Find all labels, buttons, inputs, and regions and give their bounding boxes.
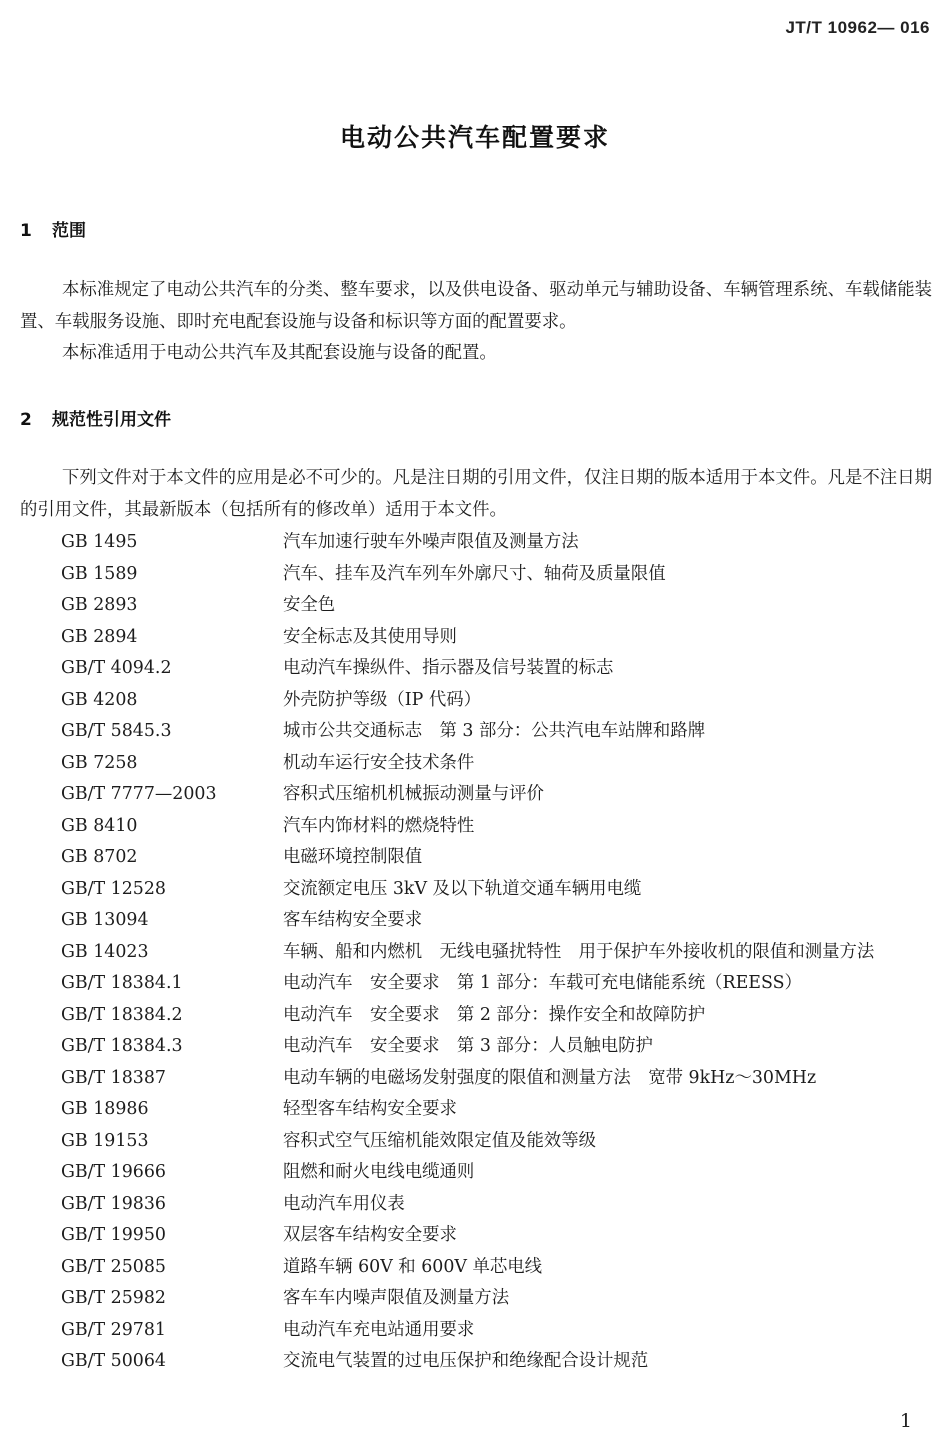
standard-code: JT/T 10962— 016	[785, 18, 930, 37]
reference-row	[0, 590, 950, 622]
reference-title: 交流电气装置的过电压保护和绝缘配合设计规范	[283, 1351, 649, 1371]
section-1-title: 范围	[52, 221, 86, 241]
reference-row	[0, 937, 950, 969]
reference-row	[0, 1346, 950, 1378]
reference-list	[0, 527, 950, 1378]
reference-title: 轻型客车结构安全要求	[283, 1099, 457, 1119]
reference-title: 容积式空气压缩机能效限定值及能效等级	[283, 1130, 597, 1151]
reference-code: GB 14023	[61, 941, 149, 962]
reference-code: GB 13094	[61, 910, 149, 930]
reference-code: GB 8410	[61, 815, 138, 836]
reference-code: GB 4208	[61, 689, 138, 710]
reference-title: 安全标志及其使用导则	[283, 626, 457, 647]
reference-code: GB/T 50064	[61, 1351, 166, 1371]
reference-title: 电动汽车 安全要求 第 3 部分：人员触电防护	[283, 1036, 653, 1056]
reference-title: 车辆、船和内燃机 无线电骚扰特性 用于保护车外接收机的限值和测量方法	[283, 941, 875, 962]
reference-row	[0, 1252, 950, 1284]
reference-title: 道路车辆 60V 和 600V 单芯电线	[283, 1256, 543, 1277]
reference-code: GB/T 7777—2003	[61, 784, 217, 804]
references-intro-paragraph: 下列文件对于本文件的应用是必不可少的。凡是注日期的引用文件，仅注日期的版本适用于本文件。凡是不注日期的引用文件，其最新版本（包括所有的修改单）适用于本文件。	[20, 468, 932, 520]
reference-row	[0, 1063, 950, 1095]
document-title: 电动公共汽车配置要求	[339, 123, 610, 152]
reference-title: 阻燃和耐火电线电缆通则	[283, 1162, 475, 1182]
reference-code: GB/T 18384.1	[61, 973, 183, 993]
reference-code: GB 19153	[61, 1130, 149, 1151]
reference-row	[0, 968, 950, 1000]
reference-code: GB/T 19950	[61, 1225, 166, 1245]
reference-code: GB/T 18387	[61, 1067, 166, 1088]
reference-code: GB/T 18384.2	[61, 1004, 183, 1025]
reference-code: GB 7258	[61, 752, 138, 773]
section-1-number: 1	[20, 221, 32, 241]
reference-code: GB/T 25982	[61, 1288, 166, 1308]
reference-row	[0, 527, 950, 559]
reference-title: 客车结构安全要求	[283, 910, 423, 930]
reference-row	[0, 905, 950, 937]
reference-code: GB 1589	[61, 563, 138, 584]
reference-row	[0, 779, 950, 811]
reference-row	[0, 1031, 950, 1063]
reference-title: 双层客车结构安全要求	[283, 1225, 457, 1245]
scope-paragraph-1: 本标准规定了电动公共汽车的分类、整车要求，以及供电设备、驱动单元与辅助设备、车辆管理系统、车载储能装置、车载服务设施、即时充电配套设施与设备和标识等方面的配置要求。	[20, 280, 932, 332]
reference-code: GB 2894	[61, 626, 138, 647]
reference-title: 汽车加速行驶车外噪声限值及测量方法	[283, 532, 579, 552]
reference-row	[0, 559, 950, 591]
reference-code: GB/T 18384.3	[61, 1036, 183, 1056]
reference-title: 交流额定电压 3kV 及以下轨道交通车辆用电缆	[283, 878, 642, 899]
reference-title: 电动汽车 安全要求 第 2 部分：操作安全和故障防护	[283, 1004, 706, 1025]
reference-code: GB/T 19666	[61, 1162, 166, 1182]
reference-code: GB 8702	[61, 847, 138, 867]
reference-title: 电动汽车充电站通用要求	[283, 1319, 475, 1340]
reference-row	[0, 1094, 950, 1126]
reference-row	[0, 874, 950, 906]
reference-row	[0, 716, 950, 748]
reference-row	[0, 811, 950, 843]
reference-row	[0, 1157, 950, 1189]
reference-code: GB 1495	[61, 532, 138, 552]
reference-row	[0, 842, 950, 874]
reference-code: GB/T 29781	[61, 1319, 166, 1340]
reference-code: GB/T 25085	[61, 1256, 166, 1277]
reference-row	[0, 653, 950, 685]
reference-title: 机动车运行安全技术条件	[283, 752, 475, 773]
reference-code: GB/T 5845.3	[61, 721, 172, 741]
reference-row	[0, 622, 950, 654]
page-number: 1	[899, 1410, 912, 1432]
reference-title: 汽车内饰材料的燃烧特性	[283, 815, 475, 836]
reference-title: 城市公共交通标志 第 3 部分：公共汽电车站牌和路牌	[283, 721, 706, 741]
reference-code: GB/T 12528	[61, 878, 166, 899]
reference-title: 电动汽车操纵件、指示器及信号装置的标志	[283, 658, 614, 678]
section-2-title: 规范性引用文件	[52, 410, 171, 430]
reference-title: 客车车内噪声限值及测量方法	[283, 1288, 510, 1308]
reference-code: GB/T 4094.2	[61, 658, 172, 678]
reference-code: GB/T 19836	[61, 1193, 166, 1214]
reference-title: 电动汽车用仪表	[283, 1193, 405, 1214]
section-1-heading	[20, 216, 86, 241]
reference-row	[0, 748, 950, 780]
reference-title: 电磁环境控制限值	[283, 847, 423, 867]
section-2-heading	[20, 405, 171, 430]
reference-title: 汽车、挂车及汽车列车外廓尺寸、轴荷及质量限值	[283, 563, 666, 584]
reference-title: 安全色	[283, 595, 336, 615]
reference-code: GB 18986	[61, 1099, 149, 1119]
reference-row	[0, 1315, 950, 1347]
reference-row	[0, 685, 950, 717]
reference-row	[0, 1189, 950, 1221]
reference-title: 电动车辆的电磁场发射强度的限值和测量方法 宽带 9kHz～30MHz	[283, 1067, 817, 1088]
reference-row	[0, 1283, 950, 1315]
reference-code: GB 2893	[61, 595, 138, 615]
reference-row	[0, 1000, 950, 1032]
scope-paragraph-2: 本标准适用于电动公共汽车及其配套设施与设备的配置。	[62, 343, 497, 363]
section-2-number: 2	[20, 410, 32, 430]
reference-title: 电动汽车 安全要求 第 1 部分：车载可充电储能系统（REESS）	[283, 973, 802, 993]
reference-row	[0, 1126, 950, 1158]
reference-row	[0, 1220, 950, 1252]
reference-title: 容积式压缩机机械振动测量与评价	[283, 784, 544, 804]
reference-title: 外壳防护等级（IP 代码）	[283, 689, 482, 710]
